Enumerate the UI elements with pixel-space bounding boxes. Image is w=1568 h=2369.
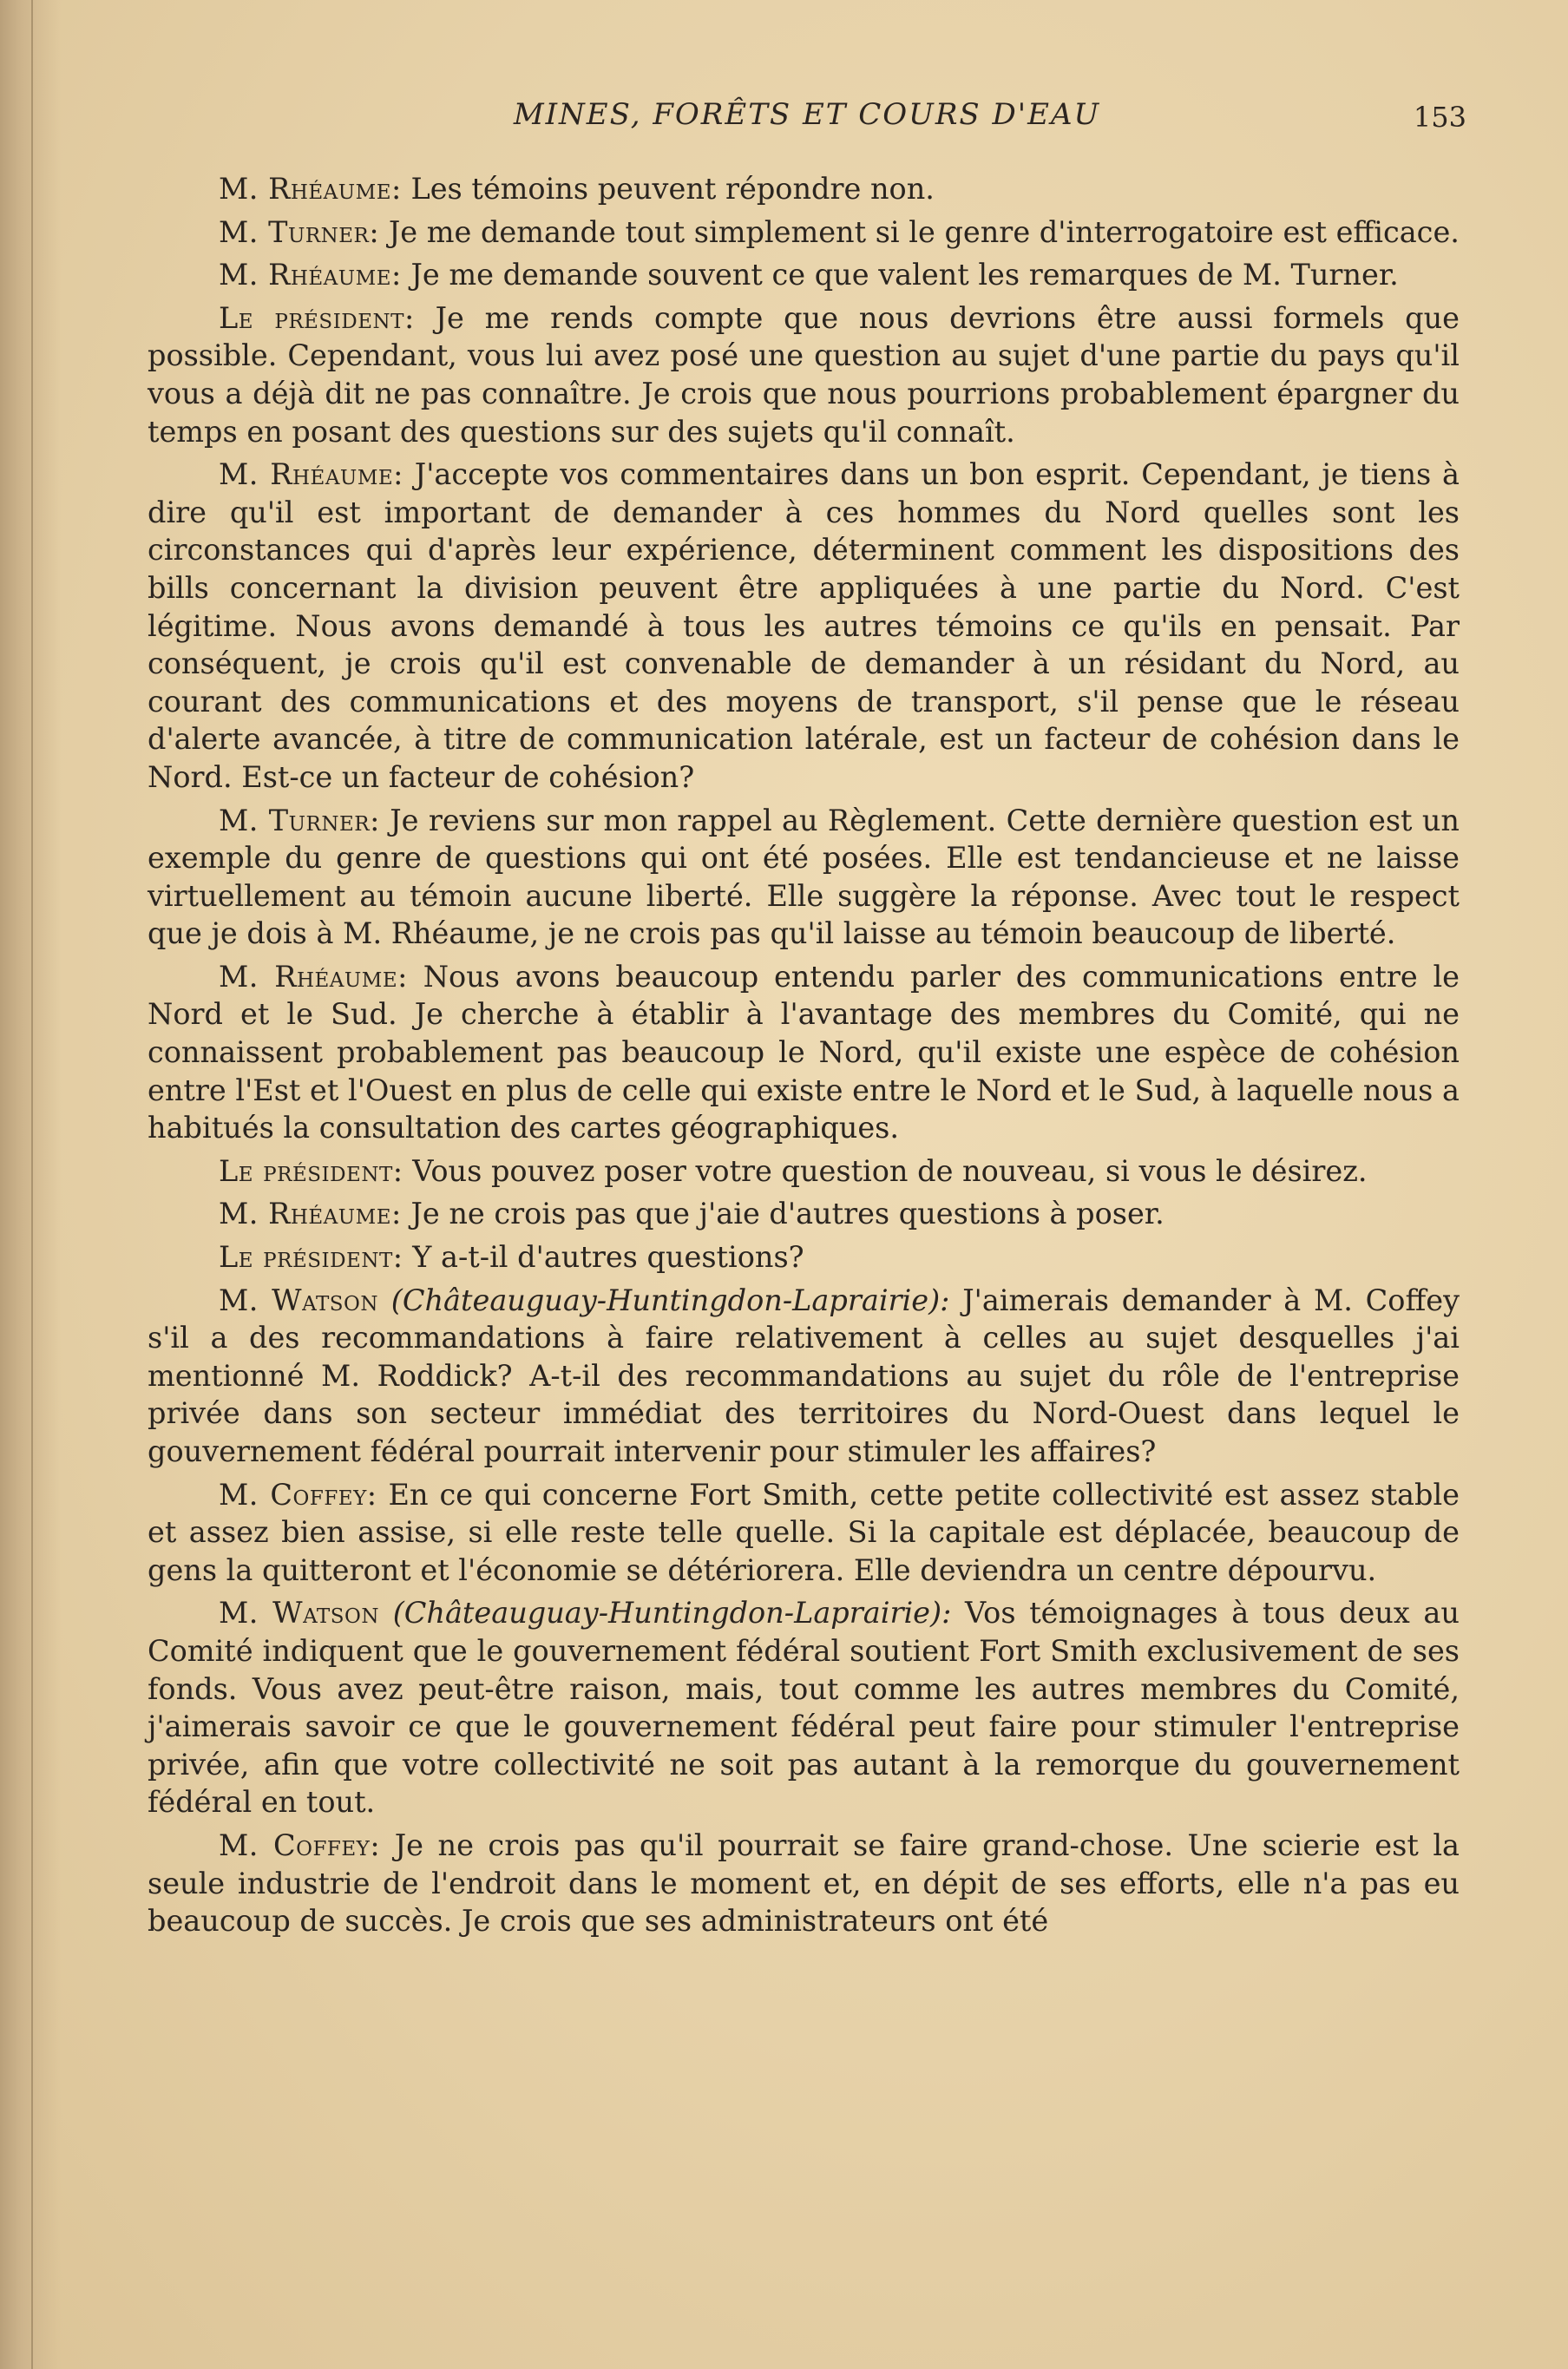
paragraph-text: Je me demande tout simplement si le genre d'interrogatoire est efficace. bbox=[388, 214, 1460, 249]
paragraph bbox=[148, 958, 1460, 1147]
paragraph bbox=[148, 299, 1460, 450]
paragraph bbox=[148, 1282, 1460, 1471]
riding-name: (Châteauguay-Huntingdon-Laprairie): bbox=[392, 1596, 952, 1631]
paragraph-text: Les témoins peuvent répondre non. bbox=[410, 172, 935, 206]
paragraph-text: Je ne crois pas qu'il pourrait se faire grand-chose. Une scierie est la seule industrie de l'endroit dans le moment et, en dépit de ses efforts, elle n'a pas eu beaucoup de succès. Je crois que ses administrateurs ont été bbox=[148, 1828, 1460, 1939]
speaker-name: M. Rhéaume: bbox=[219, 1197, 402, 1231]
speaker-name: M. Turner: bbox=[219, 214, 380, 249]
page-number: 153 bbox=[1413, 101, 1466, 134]
body-text bbox=[148, 170, 1460, 1946]
riding-name: (Châteauguay-Huntingdon-Laprairie): bbox=[390, 1283, 950, 1317]
paragraph bbox=[148, 213, 1460, 252]
binding-shadow bbox=[0, 0, 61, 2369]
binding-line bbox=[31, 0, 33, 2369]
speaker-name: M. Rhéaume: bbox=[219, 172, 402, 206]
paragraph-text: J'aimerais demander à M. Coffey s'il a des recommandations à faire relativement à celles au sujet desquelles j'ai mentionné M. Roddick? A-t-il des recommandations au sujet du rôle de l'entreprise privée dans son secteur immédiat des territoires du Nord-Ouest dans lequel le gouvernement fédéral pourrait intervenir pour stimuler les affaires? bbox=[148, 1283, 1460, 1468]
speaker-name: M. Rhéaume: bbox=[219, 959, 408, 994]
speaker-name: M. Watson bbox=[219, 1596, 379, 1631]
paragraph bbox=[148, 256, 1460, 294]
paragraph bbox=[148, 456, 1460, 796]
paragraph-text: Je ne crois pas que j'aie d'autres questions à poser. bbox=[410, 1197, 1165, 1231]
speaker-name: M. Coffey: bbox=[219, 1477, 377, 1512]
speaker-name: Le président: bbox=[219, 300, 415, 335]
speaker-name: M. Rhéaume: bbox=[219, 258, 402, 292]
paragraph-text: Je me demande souvent ce que valent les remarques de M. Turner. bbox=[410, 258, 1399, 292]
speaker-name: M. Turner: bbox=[219, 803, 380, 837]
speaker-name: M. Coffey: bbox=[219, 1828, 381, 1862]
paragraph-text: Vous pouvez poser votre question de nouveau, si vous le désirez. bbox=[412, 1153, 1368, 1188]
paragraph bbox=[148, 1238, 1460, 1276]
speaker-name: Le président: bbox=[219, 1153, 403, 1188]
paragraph-text: J'accepte vos commentaires dans un bon esprit. Cependant, je tiens à dire qu'il est important de demander à ces hommes du Nord quelles sont les circonstances qui d'après leur expérience, déterminent comment les dispositions des bills concernant la division peuvent être appliquées à une partie du Nord. C'est légitime. Nous avons demandé à tous les autres témoins ce qu'ils en pensait. Par conséquent, je crois qu'il est convenable de demander à un résidant du Nord, au courant des communications et des moyens de transport, s'il pense que le réseau d'alerte avancée, à titre de communication latérale, est un facteur de cohésion dans le Nord. Est-ce un facteur de cohésion? bbox=[148, 457, 1460, 794]
speaker-name: Le président: bbox=[219, 1240, 403, 1275]
paragraph bbox=[148, 1827, 1460, 1940]
paragraph-text: Nous avons beaucoup entendu parler des communications entre le Nord et le Sud. Je cherche à établir à l'avantage des membres du Comité, qui ne connaissent probablement pas beaucoup le Nord, qu'il existe une espèce de cohésion entre l'Est et l'Ouest en plus de celle qui existe entre le Nord et le Sud, à laquelle nous a habitués la consultation des cartes géographiques. bbox=[148, 959, 1460, 1145]
paragraph-text: Vos témoignages à tous deux au Comité indiquent que le gouvernement fédéral soutient Fort Smith exclusivement de ses fonds. Vous avez peut-être raison, mais, tout comme les autres membres du Comité, j'aimerais savoir ce que le gouvernement fédéral peut faire pour stimuler l'entreprise privée, afin que votre collectivité ne soit pas autant à la remorque du gouvernement fédéral en tout. bbox=[148, 1596, 1460, 1820]
running-title: MINES, FORÊTS ET COURS D'EAU bbox=[513, 97, 1101, 132]
paragraph bbox=[148, 1152, 1460, 1191]
paragraph bbox=[148, 1195, 1460, 1233]
paragraph bbox=[148, 170, 1460, 208]
paragraph-text: Y a-t-il d'autres questions? bbox=[412, 1240, 804, 1275]
paragraph bbox=[148, 802, 1460, 953]
paragraph-text: En ce qui concerne Fort Smith, cette petite collectivité est assez stable et assez bien assise, si elle reste telle quelle. Si la capitale est déplacée, beaucoup de gens la quitteront et l'économie se détériorera. Elle deviendra un centre dépourvu. bbox=[148, 1477, 1460, 1587]
paragraph-text: Je me rends compte que nous devrions être aussi formels que possible. Cependant, vous lui avez posé une question au sujet d'une partie du pays qu'il vous a déjà dit ne pas connaître. Je crois que nous pourrions probablement épargner du temps en posant des questions sur des sujets qu'il connaît. bbox=[148, 300, 1460, 449]
paragraph-text: Je reviens sur mon rappel au Règlement. Cette dernière question est un exemple du genre de questions qui ont été posées. Elle est tendancieuse et ne laisse virtuellement au témoin aucune liberté. Elle suggère la réponse. Avec tout le respect que je dois à M. Rhéaume, je ne crois pas qu'il laisse au témoin beaucoup de liberté. bbox=[148, 803, 1460, 951]
paragraph bbox=[148, 1476, 1460, 1590]
paragraph bbox=[148, 1594, 1460, 1821]
speaker-name: M. Watson bbox=[219, 1283, 379, 1317]
speaker-name: M. Rhéaume: bbox=[219, 457, 403, 492]
running-head bbox=[148, 97, 1466, 146]
